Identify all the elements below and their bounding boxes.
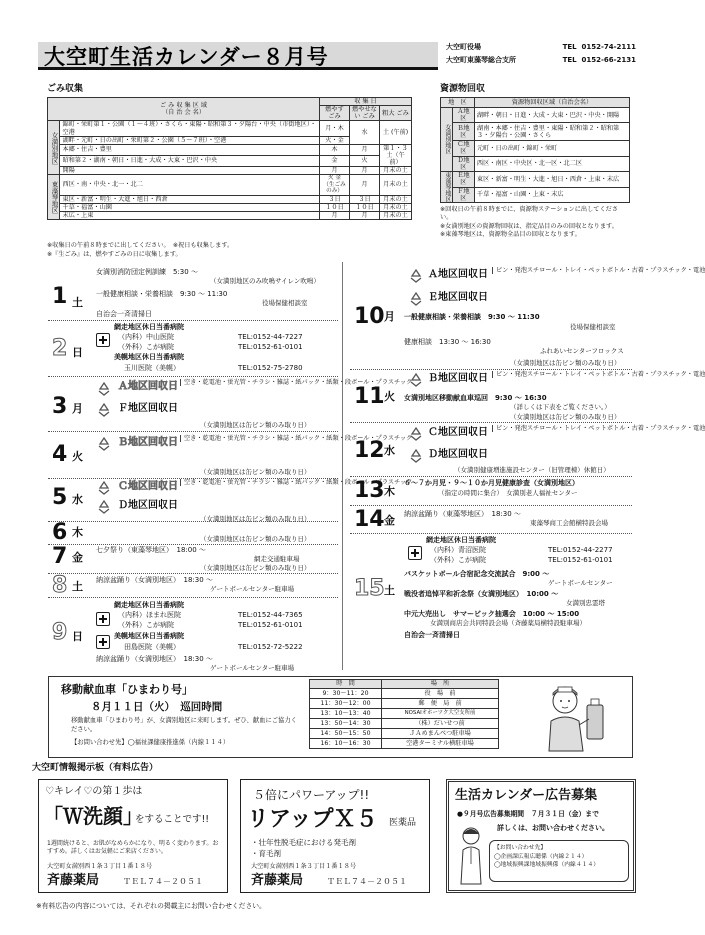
garbage-bulk: 月末の土 [380,203,412,211]
garbage-area: 錦町・栄町第１・公園（１～４班）・さくら・東陽・昭和第３・夕陽台・中央（市街地区）・空港 [60,121,320,136]
recycle-day: Ｄ地区回収日 [118,500,178,511]
tel: TEL:0152-44-2277 [548,546,613,554]
blood-time: 13：50～14：30 [310,719,382,729]
region-label: 東藻琴地区 [48,175,60,220]
garbage-nonburn: 水 [350,121,380,144]
recycle-icon [408,372,424,388]
divider [350,476,632,477]
ad-tagline: ♡キレイ♡の第１歩は [45,786,143,797]
tel: TEL:0152-61-0101 [238,621,303,629]
recycle-icon [408,426,424,442]
hospital-cross-icon [408,546,422,560]
person-illustration [455,824,487,886]
event-note: ふれあいセンターフロックス [540,347,624,355]
contact-tel: 0152-66-2131 [581,56,636,64]
event-text: ６～７か月児・９～１０か月児健康診査（女満別地区） [404,479,579,487]
page-title: 大空町生活カレンダー８月号 [44,45,329,69]
ad-tel: ＴＥＬ７４－２０５１ [123,877,203,886]
resource-detail: 千草・福富・山園・上東・末広 [474,187,629,202]
recycle-icon [408,291,424,307]
event-text: 健康相談 13:30 ～ 16:30 [404,338,491,346]
blood-time: 14：50～15：50 [310,729,382,739]
column-divider [342,262,343,670]
event-text: 女満別地区移動献血車巡回 9:30 ～ 16:30 [404,394,547,402]
event-text: 玉川医院（美幌） [124,364,180,372]
event-note: （女満別地区は缶ビン類のみ取り日） [200,564,311,572]
event-note: （指定の時間に集合） 女満別老人福祉センター [438,489,578,497]
garbage-area: 西区・南・中央・北一・北二 [60,175,320,195]
garbage-area: 末広・上東 [60,211,320,219]
day-of-week: 月 [72,402,83,415]
event-note: 女満別忠霊塔 [566,599,605,607]
recycle-day: Ｃ地区回収日 [118,481,178,492]
event-note: （女満別地区は缶ビン類のみ取り日） [200,421,311,429]
ad-address: 大空町女満別西１条３丁目１番１８号 [47,863,153,870]
garbage-bulk: 月末の土 [380,211,412,219]
day-of-week: 水 [72,493,83,506]
event-title: 網走地区休日当番病院 [114,601,184,609]
blood-drive-box [48,676,633,758]
garbage-burn: 金 [320,155,350,166]
ad-headline: リアップＸ５ [247,806,378,832]
recycle-icon [96,402,112,418]
day-number: 10 [354,304,385,329]
resource-heading: 資源物回収 [440,84,486,94]
garbage-area: 開陽 [60,167,320,175]
divider [350,505,632,506]
resource-area: Ｆ地区 [452,187,474,202]
garbage-bulk: 月末の土 [380,167,412,175]
event-text: 一般健康相談・栄養相談 9:30 ～ 11:30 [96,290,228,298]
blood-date: ８月１１日（火） 巡回時間 [91,701,223,713]
blood-col-place: 場 所 [382,680,499,689]
ad-deadline: ●９月号広告募集期間 ７月３１日（金）まで [457,810,599,818]
divider [48,431,338,432]
event-note: ゲートボールセンター [548,579,613,587]
resource-table [440,97,630,203]
tel: TEL:0152-44-7365 [238,611,303,619]
garbage-burn: 火 金 [328,175,341,182]
garbage-nonburn: 月 [350,175,380,195]
event-text: 一般健康相談・栄養相談 9:30 ～ 11:30 [404,313,540,321]
blood-place: 役 場 前 [382,689,499,699]
event-text: （内科）ほまれ医院 [118,611,181,619]
recycle-items: ビン・発泡スチロール・トレイ・ペットボトル・古着・プラスチック・電池 [492,425,705,432]
event-title: 美幌地区休日当番病院 [114,353,184,361]
garbage-burn: 火・金 [320,136,350,144]
blood-col-time: 時 間 [310,680,382,689]
hospital-cross-icon [96,635,110,649]
divider [350,533,632,534]
nurse-illustration [527,681,623,755]
blood-title: 移動献血車「ひまわり号」 [61,683,193,696]
day-of-week: 木 [72,526,83,539]
blood-schedule-table [309,679,499,749]
garbage-col-area: ご み 収 集 区 域 （自 治 会 名） [48,98,320,121]
resource-note: ※回収日の午前８時までに、資源物ステーションに出してください。 [440,206,619,222]
event-text: 納涼盆踊り（女満別地区） 18:30 ～ [96,655,213,663]
hospital-cross-icon [96,333,110,347]
region-label: 女満別地区 [48,121,60,175]
event-note: 東藻琴商工会館横特設会場 [530,519,608,527]
garbage-burn: 月 [320,167,350,175]
divider [48,521,338,522]
recycle-icon [96,499,112,515]
event-title: 網走地区休日当番病院 [426,536,496,544]
garbage-burn: １０日 [320,203,350,211]
garbage-col-bulk: 粗大 ごみ [380,106,412,121]
event-text: 田島医院（美幌） [124,643,180,651]
garbage-area: 本郷・住吉・豊里 [60,144,320,155]
recycle-icon [96,436,112,452]
blood-time: 13：10～13：40 [310,709,382,719]
ad-tel: ＴＥＬ７４－２０５１ [327,877,407,886]
event-note: （女満別健康増進施設センター（旧管理棟）休館日） [454,466,610,474]
contact-name: 大空町役場 [446,43,481,51]
recycle-icon [408,448,424,464]
event-note: （女満別地区は缶ビン類のみ取り日） [510,359,621,367]
day-number: 6 [52,520,68,545]
garbage-area: 湖畔・元町・日の出町・栄町第２・公園（５～７班）・空港 [60,136,320,144]
garbage-burn: ３日 [320,195,350,203]
event-note: （詳しくは下表をご覧ください。） [510,403,611,411]
ad-shop: 斉藤薬局 [47,873,100,888]
day-of-week: 火 [72,450,83,463]
event-note: （女満別地区は缶ビン類のみ取り日） [510,413,621,421]
ad-wash [38,779,228,893]
event-text: 納涼盆踊り（女満別地区） 18:30 ～ [96,576,213,584]
day-number: 3 [52,394,68,419]
recycle-day: Ｃ地区回収日 [428,427,488,438]
garbage-col-burn: 燃やす ごみ [320,106,350,121]
garbage-nonburn: 火 [350,155,380,166]
blood-time: 11：30～12：00 [310,699,382,709]
tel: TEL:0152-61-0101 [238,343,303,351]
ads-heading: 大空町情報掲示板（有料広告） [32,763,159,773]
garbage-bulk: 土 (午前) [380,121,412,144]
garbage-bulk: 月末の土 [380,175,412,195]
garbage-note: ※『生ごみ』は、燃やすごみの日に収集します。 [47,251,182,258]
day-number: 15 [354,576,385,601]
tel-label: TEL [562,43,577,51]
day-number: 4 [52,442,68,467]
day-of-week: 月 [384,310,395,323]
day-number: 8 [52,573,68,598]
ad-body: 1週間続けると、お肌がなめらかになり、明るく変わります。おすすめ。詳しくはお気軽にご来店ください。 [47,840,219,856]
blood-place: 郵 便 局 前 [382,699,499,709]
region-label: 女満別地区 [441,108,453,172]
garbage-burn-note: （生ごみのみ） [323,181,346,195]
recycle-day: Ｆ地区回収日 [118,403,178,414]
divider [48,597,338,598]
recycle-items: 空き・乾電池・蛍光管・チラシ・雑誌・紙パック・紙類・段ボール・プラスチック [180,435,412,442]
divider [48,544,338,545]
event-note: ゲートボールセンター駐車場 [210,664,295,672]
garbage-burn: 月・木 [320,121,350,136]
garbage-nonburn: 月 [350,211,380,219]
blood-place: （株）だいせつ前 [382,719,499,729]
ad-headline-tail: をすることです!! [135,814,210,825]
event-note: （女満別地区は缶ビン類のみ取り日） [200,535,311,543]
day-number: 2 [52,336,68,361]
divider [48,376,338,377]
recycle-day: Ａ地区回収日 [118,381,178,392]
ad-contact-box [489,840,629,882]
resource-col-area: 地 区 [441,98,475,108]
recycle-day: Ｂ地区回収日 [118,437,178,448]
ad-headline-tail: 医薬品 [389,818,417,828]
day-of-week: 水 [384,444,395,457]
event-note: 女満別商店会共同特設会場（斉藤薬局横特設駐車場） [430,619,586,627]
day-number: 9 [52,620,68,645]
garbage-note: ※収集日の午前８時までに出してください。 ※祝日も収集します。 [47,242,234,249]
event-text: （外科）こが病院 [430,556,486,564]
day-number: 14 [354,507,385,532]
garbage-nonburn: ３日 [350,195,380,203]
recycle-day: Ｅ地区回収日 [428,292,488,303]
day-number: 12 [354,438,385,463]
ad-tagline: ５倍にパワーアップ!! [253,788,370,802]
region-label: 東藻琴地区 [441,171,453,202]
blood-time: 16：10～16：30 [310,739,382,749]
resource-area: Ｅ地区 [452,171,474,187]
day-number: 13 [354,478,385,503]
garbage-nonburn: 月 [350,144,380,155]
hospital-cross-icon [96,612,110,626]
resource-note: ※東藻琴地区は、資源物全品目の回収となります。 [440,231,581,239]
event-text: 中元大売出し サマービック抽選会 10:00 ～ 15:00 [404,610,580,618]
garbage-area: 千草・福富・山園 [60,203,320,211]
event-note: ゲートボールセンター駐車場 [210,585,295,593]
garbage-nonburn: １０日 [350,203,380,211]
day-of-week: 土 [72,296,83,309]
day-of-week: 土 [72,580,83,593]
day-number: 7 [52,544,68,569]
recycle-items: ビン・発泡スチロール・トレイ・ペットボトル・古着・プラスチック・電池 [492,267,705,274]
ad-bullet: ・育毛剤 [251,849,281,858]
blood-desc: 移動献血車「ひまわり号」が、女満別地区に来町します。ぜひ、献血にご協力ください。 [71,717,297,733]
ad-shop: 斉藤薬局 [251,873,304,888]
resource-note: ※女満別地区の資源物回収は、指定品目のみの回収となります。 [440,222,618,230]
tel: TEL:0152-72-5222 [238,643,303,651]
contact-row [446,56,636,68]
ad-contact-label: 【お問い合わせ先】 [494,845,547,851]
divider [350,422,632,423]
garbage-bulk: 月末の土 [380,195,412,203]
contact-name: 大空町東藻琴総合支所 [446,56,516,64]
ad-contact: ◯企画課広報広聴係（内線２１４） [494,853,588,860]
resource-col-detail: 資源物回収区域（自治会名） [474,98,629,108]
garbage-col-days: 収 集 日 [320,98,412,106]
resource-area: Ｄ地区 [452,156,474,171]
tel: TEL:0152-75-2780 [238,364,303,372]
event-text: （内科）青沼医院 [430,546,486,554]
resource-area: Ｂ地区 [452,123,474,141]
event-text: 自治会一斉清掃日 [404,631,460,639]
day-number: 11 [354,384,385,409]
event-text: 戦没者追悼平和祈念祭（女満別地区） 10:00 ～ [404,590,559,598]
day-of-week: 木 [384,485,395,498]
ad-call: 詳しくは、お問い合わせください。 [497,824,609,832]
tel: TEL:0152-61-0101 [548,556,613,564]
recycle-items: 空き・乾電池・蛍光管・チラシ・雑誌・紙パック・紙類・段ボール・プラスチック [180,379,412,386]
divider [48,573,338,574]
event-text: （外科）こが病院 [118,343,174,351]
resource-area: Ｃ地区 [452,141,474,156]
event-text: 七夕祭り（東藻琴地区） 18:00 ～ [96,546,206,554]
resource-detail: 西区・南区・中央区・北一区・北二区 [474,156,629,171]
day-of-week: 金 [72,551,83,564]
ad-bullet: ・壮年性脱毛症における発毛剤 [251,838,356,847]
garbage-area: 昭和第２・湖南・朝日・日進・大成・大東・巴沢・中央 [60,155,320,166]
resource-detail: 湖南・本郷・住吉・豊里・東陽・昭和第２・昭和第３・夕陽台・公園・さくら [474,123,629,141]
blood-contact: 【お問い合わせ先】◯福祉課健康推進係（内線１１４） [71,739,230,746]
day-number: 5 [52,485,68,510]
event-note: （女満別地区は缶ビン類のみ取り日） [200,515,311,523]
ad-address: 大空町女満別西１条３丁目１番１８号 [251,863,357,870]
tel: TEL:0152-44-7227 [238,333,303,341]
tel-label: TEL [562,56,577,64]
ad-recruit [446,779,636,893]
event-text: （外科）こが病院 [118,621,174,629]
recycle-icon [96,381,112,397]
garbage-col-nonburn: 燃やせない ごみ [350,106,380,121]
event-text: 納涼盆踊り（東藻琴地区） 18:30 ～ [404,510,521,518]
blood-time: 9：30～11：20 [310,689,382,699]
resource-area: Ａ地区 [452,108,474,123]
event-text: 自治会一斉清掃日 [96,310,152,318]
blood-place: ＪＡめまんべつ駐車場 [382,729,499,739]
recycle-icon [96,480,112,496]
divider [350,369,632,370]
resource-detail: 元町・日の出町・錦町・栄町 [474,141,629,156]
ad-contact: ◯地域振興課地域振興係（内線４１４） [494,862,600,869]
recycle-day: Ａ地区回収日 [428,269,488,280]
recycle-day: Ｂ地区回収日 [428,373,488,384]
garbage-table [47,97,412,220]
ad-headline: 生活カレンダー広告募集 [455,788,598,803]
recycle-day: Ｄ地区回収日 [428,449,488,460]
recycle-items: 空き・乾電池・蛍光管・チラシ・雑誌・紙パック・紙類・段ボール・プラスチック [180,479,412,486]
event-text: バスケットボール合宿記念交流試合 9:00 ～ [404,570,550,578]
recycle-icon [408,268,424,284]
resource-detail: 湖畔・朝日・日進・大成・大東・巴沢・中央・開陽 [474,108,629,123]
garbage-bulk: 第１・３ 土（午前） [380,144,412,166]
resource-detail: 東区・新富・明生・大進・旭日・西倉・上東・末広 [474,171,629,187]
day-of-week: 火 [384,390,395,403]
title-bar [38,42,438,70]
day-of-week: 日 [72,346,83,359]
event-note: （女満別地区は缶ビン類のみ取り日） [200,468,311,476]
ad-reup [240,779,430,893]
day-of-week: 土 [384,584,395,597]
day-of-week: 金 [384,514,395,527]
event-note: （女満別地区のみ吹鳴サイレン吹鳴） [210,277,320,285]
resource-notes [440,206,630,239]
garbage-burn: 木 [320,144,350,155]
event-note: 役場保健相談室 [570,323,616,331]
day-number: 1 [52,284,68,309]
garbage-nonburn: 月 [350,167,380,175]
event-note: 網走交通駐車場 [254,555,300,563]
event-title: 美幌地区休日当番病院 [114,632,184,640]
blood-place: NOSAIオホーツク大空支所前 [382,709,499,719]
contact-tel: 0152-74-2111 [581,43,636,51]
footer-note: ※有料広告の内容については、それぞれの掲載主にお問い合わせください。 [36,902,266,910]
blood-place: 空港ターミナル横駐車場 [382,739,499,749]
event-text: （内科）中山医院 [118,333,174,341]
contact-box [446,42,636,70]
event-text: 女満別消防団定例訓練 5:30 ～ [96,268,198,276]
garbage-burn: 月 [320,211,350,219]
recycle-items: ビン・発泡スチロール・トレイ・ペットボトル・古着・プラスチック・電池 [492,371,705,378]
divider [48,320,338,321]
event-title: 網走地区休日当番病院 [114,323,184,331]
event-note: 役場保健相談室 [262,299,308,307]
ad-headline: 「Ｗ洗顔」 [43,804,143,828]
contact-row [446,43,636,55]
garbage-area: 東区・新富・明生・大進・旭日・西倉 [60,195,320,203]
garbage-heading: ごみ収集 [47,84,84,94]
day-of-week: 日 [72,630,83,643]
